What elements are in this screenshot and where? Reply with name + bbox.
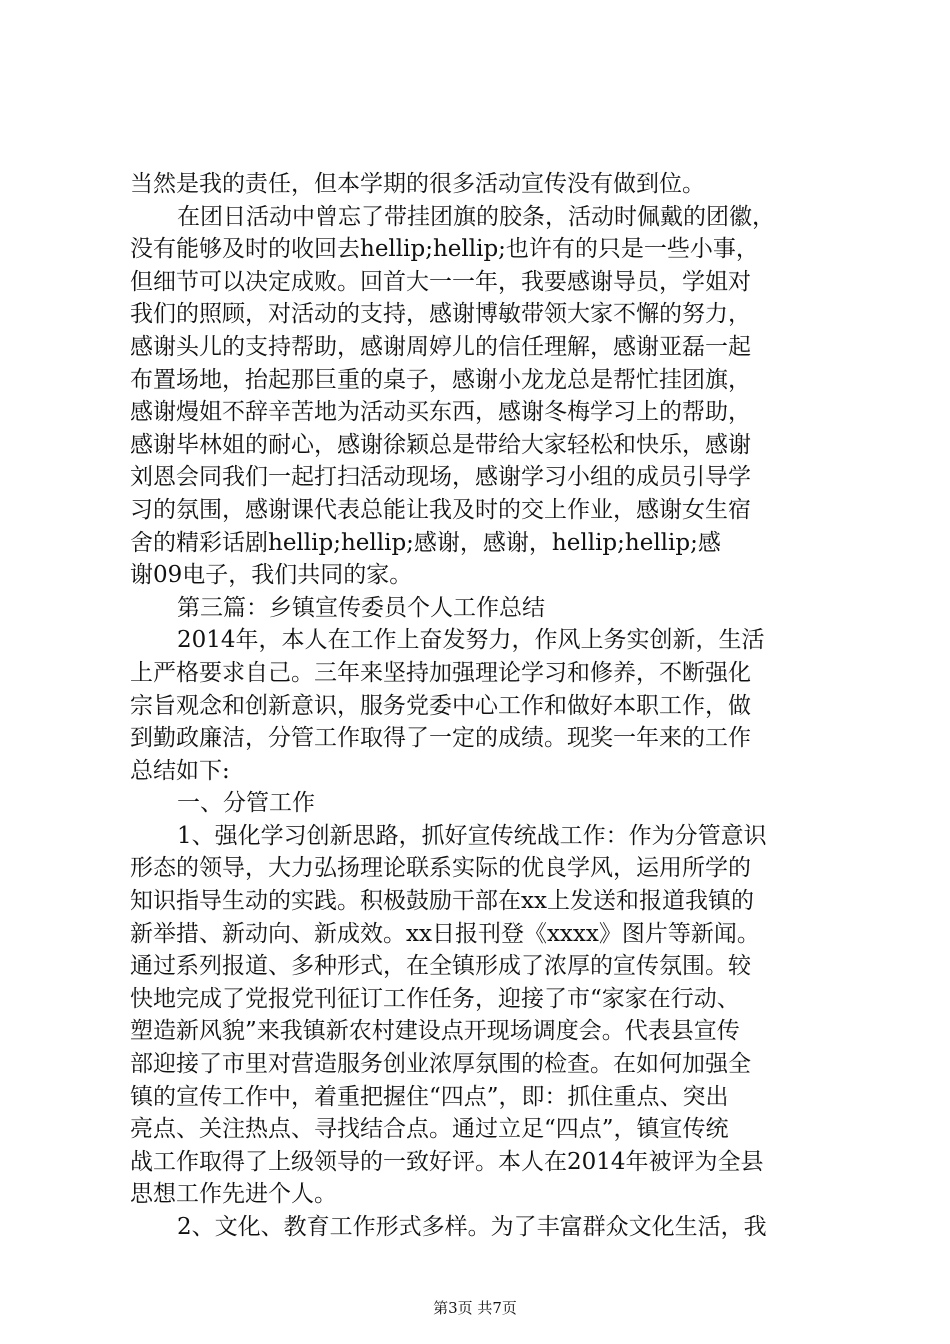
text-line: 塑造新风貌”来我镇新农村建设点开现场调度会。代表县宣传	[130, 1018, 740, 1045]
text-line: 第三篇：乡镇宣传委员个人工作总结	[177, 594, 545, 621]
text-line: 习的氛围，感谢课代表总能让我及时的交上作业，感谢女生宿	[130, 496, 751, 523]
text-line: 刘恩会同我们一起打扫活动现场，感谢学习小组的成员引导学	[130, 464, 751, 491]
paragraph	[130, 201, 830, 592]
text-line: 一、分管工作	[177, 790, 315, 817]
text-line: 但细节可以决定成败。回首大一一年，我要感谢导员，学姐对	[130, 268, 751, 295]
paragraph	[130, 820, 830, 1211]
paragraph	[130, 168, 830, 201]
paragraph	[130, 1211, 830, 1244]
text-line: 通过系列报道、多种形式，在全镇形成了浓厚的宣传氛围。较	[130, 953, 751, 980]
text-line: 没有能够及时的收回去hellip;hellip;也许有的只是一些小事，	[130, 236, 759, 263]
text-line: 2、文化、教育工作形式多样。为了丰富群众文化生活，我	[177, 1214, 767, 1240]
text-line: 感谢熳姐不辞辛苦地为活动买东西，感谢冬梅学习上的帮助，	[130, 399, 751, 426]
text-line: 到勤政廉洁，分管工作取得了一定的成绩。现奖一年来的工作	[130, 725, 751, 752]
text-line: 舍的精彩话剧hellip;hellip;感谢，感谢，hellip;hellip;感	[130, 529, 721, 556]
text-line: 2014年，本人在工作上奋发努力，作风上务实创新，生活	[177, 627, 765, 654]
text-line: 上严格要求自己。三年来坚持加强理论学习和修养，不断强化	[130, 659, 751, 686]
text-line: 宗旨观念和创新意识，服务党委中心工作和做好本职工作，做	[130, 692, 751, 719]
text-line: 部迎接了市里对营造服务创业浓厚氛围的检查。在如何加强全	[130, 1051, 751, 1078]
text-line: 1、强化学习创新思路，抓好宣传统战工作：作为分管意识	[177, 822, 767, 849]
text-line: 快地完成了党报党刊征订工作任务，迎接了市“家家在行动、	[130, 985, 740, 1012]
document-body	[130, 168, 830, 1244]
text-line: 在团日活动中曾忘了带挂团旗的胶条，活动时佩戴的团徽，	[177, 203, 775, 230]
paragraph	[130, 592, 830, 625]
text-line: 战工作取得了上级领导的一致好评。本人在2014年被评为全县	[130, 1148, 764, 1175]
page-footer: 第3页 共7页	[433, 1299, 517, 1317]
paragraph	[130, 624, 830, 787]
text-line: 感谢毕林姐的耐心，感谢徐颖总是带给大家轻松和快乐，感谢	[130, 431, 751, 458]
text-line: 知识指导生动的实践。积极鼓励干部在xx上发送和报道我镇的	[130, 888, 754, 915]
text-line: 镇的宣传工作中，着重把握住“四点”，即：抓住重点、突出	[130, 1083, 729, 1110]
text-line: 谢09电子，我们共同的家。	[130, 562, 413, 589]
text-line: 总结如下:	[130, 757, 230, 784]
text-line: 当然是我的责任，但本学期的很多活动宣传没有做到位。	[130, 171, 705, 197]
text-line: 感谢头儿的支持帮助，感谢周婷儿的信任理解，感谢亚磊一起	[130, 333, 751, 360]
paragraph	[130, 787, 830, 820]
text-line: 布置场地，抬起那巨重的桌子，感谢小龙龙总是帮忙挂团旗，	[130, 366, 751, 393]
text-line: 形态的领导，大力弘扬理论联系实际的优良学风，运用所学的	[130, 855, 751, 882]
text-line: 新举措、新动向、新成效。xx日报刊登《xxxx》图片等新闻。	[130, 920, 760, 947]
text-line: 我们的照顾，对活动的支持，感谢博敏带领大家不懈的努力，	[130, 301, 751, 328]
text-line: 思想工作先进个人。	[130, 1181, 337, 1208]
text-line: 亮点、关注热点、寻找结合点。通过立足“四点”，镇宣传统	[130, 1116, 729, 1143]
